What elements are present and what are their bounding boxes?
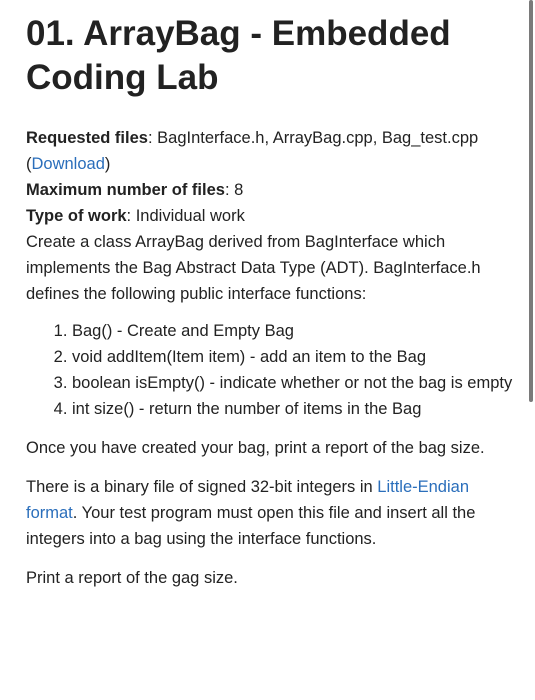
requested-files-label: Requested files [26,129,148,147]
page-title-line2: Coding Lab [26,58,219,97]
type-of-work-row: Type of work: Individual work [26,207,245,225]
type-of-work-label: Type of work [26,207,127,225]
final-paragraph: Print a report of the gag size. [26,569,238,587]
binary-file-paragraph [26,474,516,552]
download-link[interactable]: Download [31,155,105,173]
binary-file-text-suffix: . Your test program must open this file and insert all the integers into a bag using the interface functions. [26,504,476,548]
intro-paragraph: Create a class ArrayBag derived from BagInterface which implements the Bag Abstract Data Type (ADT). BagInterface.h defines the following public interface functions: [26,233,481,303]
list-item: 2. void addItem(Item item) - add an item to the Bag [72,344,516,370]
report-paragraph: Once you have created your bag, print a report of the bag size. [26,439,485,457]
function-list [26,318,516,422]
page-title-line1: 01. ArrayBag - Embedded [26,14,451,53]
list-item: 4. int size() - return the number of items in the Bag [72,396,516,422]
max-files-label: Maximum number of files [26,181,225,199]
binary-file-text-prefix: There is a binary file of signed 32-bit integers in [26,478,378,496]
max-files-value: 8 [234,181,244,199]
lab-metadata [26,125,516,229]
list-item: 3. boolean isEmpty() - indicate whether or not the bag is empty [72,370,516,396]
max-files-row: Maximum number of files: 8 [26,181,244,199]
type-of-work-value: Individual work [135,207,245,225]
little-endian-link[interactable]: Little-Endian format [26,478,470,522]
requested-files-value: BagInterface.h, ArrayBag.cpp, Bag_test.cpp [157,129,479,147]
page-title [26,12,516,100]
lab-description [26,12,516,591]
scrollbar[interactable] [529,0,533,402]
list-item: 1. Bag() - Create and Empty Bag [72,318,516,344]
requested-files-row: Requested files: BagInterface.h, ArrayBag.cpp, Bag_test.cpp (Download) [26,129,479,173]
